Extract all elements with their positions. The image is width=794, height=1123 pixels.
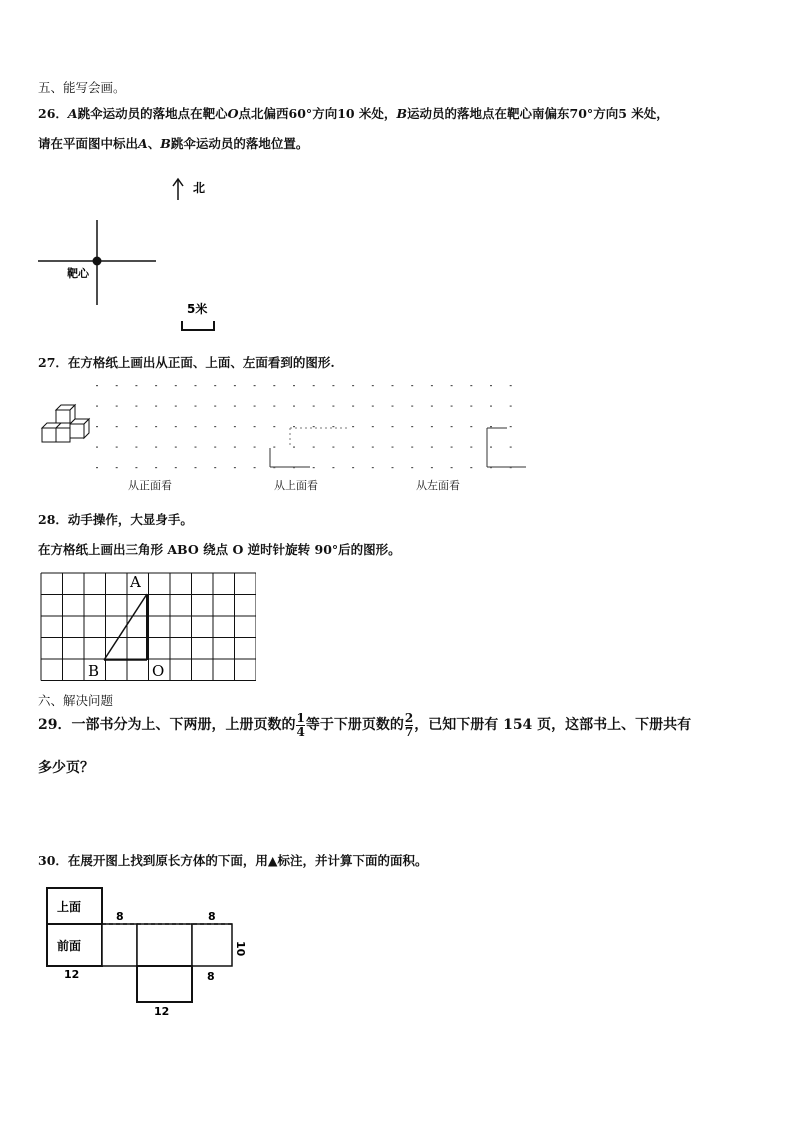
grid-dot <box>451 426 453 427</box>
grid-dot <box>372 447 374 448</box>
q26-line1 <box>38 106 669 121</box>
grid-dot <box>96 406 98 407</box>
q26-point-b-2: B <box>160 136 171 151</box>
q26-point-o: O <box>227 106 239 121</box>
grid-dot <box>451 467 453 468</box>
grid-dot <box>273 447 275 448</box>
dim-12-b: 12 <box>154 1005 170 1018</box>
grid-dot <box>116 426 118 427</box>
grid-dot <box>431 406 433 407</box>
front-face-label: 前面 <box>57 939 82 953</box>
q26-sep: 、 <box>147 136 161 151</box>
grid-dot <box>96 467 98 468</box>
q27-number: 27． <box>38 355 68 370</box>
grid-dot <box>470 385 472 386</box>
grid-dot <box>352 385 354 386</box>
grid-dot <box>273 467 275 468</box>
grid-dot <box>392 406 394 407</box>
grid-dot <box>293 426 295 427</box>
north-label: 北 <box>193 181 206 195</box>
grid-dot <box>155 447 157 448</box>
grid-dot <box>332 447 334 448</box>
q26-line2-text-b: 跳伞运动员的落地位置。 <box>170 136 309 151</box>
grid-dot <box>313 447 315 448</box>
q28-line <box>38 512 193 527</box>
q29-number: 29． <box>38 717 72 734</box>
q29-fraction-1 <box>296 712 304 738</box>
grid-dot <box>332 406 334 407</box>
grid-dot <box>254 406 256 407</box>
q30-line <box>38 853 428 868</box>
grid-dot <box>490 406 492 407</box>
dim-8-b: 8 <box>208 910 216 923</box>
grid-dot <box>392 467 394 468</box>
grid-dot <box>254 426 256 427</box>
grid-dot <box>470 406 472 407</box>
q29-line2: 多少页？ <box>38 760 94 776</box>
grid-dot <box>96 447 98 448</box>
q29-frac2-numerator: 2 <box>404 711 414 725</box>
q26-point-a-2: A <box>138 136 148 151</box>
q30-text: 在展开图上找到原长方体的下面，用▲标注，并计算下面的面积。 <box>67 853 428 868</box>
grid-dot <box>175 406 177 407</box>
grid-dot <box>313 406 315 407</box>
grid-dot <box>451 447 453 448</box>
grid-dot <box>293 385 295 386</box>
point-b-label: B <box>88 662 100 680</box>
grid-dot <box>273 426 275 427</box>
grid-dot <box>392 426 394 427</box>
grid-dot <box>352 406 354 407</box>
grid-dot <box>175 447 177 448</box>
grid-dot <box>155 406 157 407</box>
q30-number: 30． <box>38 853 68 868</box>
grid-dot <box>195 467 197 468</box>
grid-dot <box>293 467 295 468</box>
grid-dot <box>431 426 433 427</box>
grid-dot <box>313 467 315 468</box>
dim-12-a: 12 <box>64 968 80 981</box>
q29-frac2-denominator: 7 <box>404 724 414 739</box>
grid-dot <box>254 467 256 468</box>
grid-dot <box>195 385 197 386</box>
grid-dot <box>372 385 374 386</box>
q26-line2-text-a: 请在平面图中标出 <box>38 136 139 151</box>
grid-dot <box>234 385 236 386</box>
grid-dot <box>451 385 453 386</box>
grid-dot <box>490 385 492 386</box>
q27-label-top: 从上面看 <box>274 479 318 492</box>
grid-dot <box>332 385 334 386</box>
grid-dot <box>135 467 137 468</box>
section-six-title: 六、解决问题 <box>38 693 114 708</box>
dim-8-c: 8 <box>207 970 215 983</box>
dim-8-a: 8 <box>116 910 124 923</box>
grid-dot <box>510 426 512 427</box>
grid-dot <box>352 467 354 468</box>
grid-dot <box>490 426 492 427</box>
grid-dot <box>411 406 413 407</box>
grid-dot <box>372 426 374 427</box>
grid-dot <box>293 447 295 448</box>
grid-dot <box>293 406 295 407</box>
q28-text: 动手操作，大显身手。 <box>67 512 193 527</box>
scale-label: 5米 <box>187 302 208 316</box>
grid-dot <box>352 426 354 427</box>
q27-label-front: 从正面看 <box>128 479 172 492</box>
grid-dot <box>372 406 374 407</box>
grid-dot <box>470 467 472 468</box>
grid-dot <box>332 467 334 468</box>
q29-line1 <box>38 712 691 738</box>
grid-dot <box>155 426 157 427</box>
grid-dot <box>313 385 315 386</box>
q26-point-a: A <box>67 106 78 121</box>
q26-text-1: 跳伞运动员的落地点在靶心 <box>77 106 228 121</box>
q26-text-5: 方向5 米处， <box>593 106 669 121</box>
grid-dot <box>234 426 236 427</box>
grid-dot <box>116 406 118 407</box>
q29-text-2: 等于下册页数的 <box>305 717 404 734</box>
grid-dot <box>175 385 177 386</box>
grid-dot <box>214 385 216 386</box>
q26-line2 <box>38 136 308 151</box>
grid-dot <box>234 406 236 407</box>
grid-dot <box>411 426 413 427</box>
grid-dot <box>411 467 413 468</box>
q29-fraction-2 <box>405 712 413 738</box>
grid-dot <box>155 467 157 468</box>
q29-frac1-numerator: 1 <box>296 711 305 725</box>
grid-dot <box>96 426 98 427</box>
q27-cubes-figure <box>38 402 98 444</box>
grid-dot <box>352 447 354 448</box>
grid-dot <box>155 385 157 386</box>
grid-dot <box>470 447 472 448</box>
grid-dot <box>175 467 177 468</box>
grid-dot <box>254 447 256 448</box>
point-a-label: A <box>130 573 141 591</box>
grid-dot <box>451 406 453 407</box>
q28-number: 28． <box>38 512 68 527</box>
grid-dot <box>135 406 137 407</box>
grid-dot <box>273 385 275 386</box>
grid-dot <box>392 447 394 448</box>
q26-angle-1: 60° <box>288 106 313 121</box>
q26-point-b: B <box>396 106 408 121</box>
grid-dot <box>510 467 512 468</box>
grid-dot <box>470 426 472 427</box>
grid-dot <box>411 447 413 448</box>
grid-dot <box>234 467 236 468</box>
q28-sub: 在方格纸上画出三角形 ABO 绕点 O 逆时针旋转 90°后的图形。 <box>38 542 401 557</box>
grid-dot <box>214 406 216 407</box>
grid-dot <box>490 467 492 468</box>
grid-dot <box>490 447 492 448</box>
grid-dot <box>214 467 216 468</box>
grid-dot <box>135 385 137 386</box>
q27-text: 在方格纸上画出从正面、上面、左面看到的图形. <box>67 355 335 370</box>
grid-dot <box>273 406 275 407</box>
grid-dot <box>116 447 118 448</box>
q29-text-3: ，已知下册有 154 页，这部书上、下册共有 <box>414 717 692 734</box>
grid-dot <box>135 426 137 427</box>
grid-dot <box>116 467 118 468</box>
dim-10: 10 <box>234 941 247 957</box>
target-center-dot <box>93 257 102 266</box>
q29-text-1: 一部书分为上、下两册，上册页数的 <box>71 717 296 734</box>
grid-dot <box>332 426 334 427</box>
q26-text-2: 点北偏西 <box>238 106 289 121</box>
target-label: 靶心 <box>67 267 89 280</box>
q29-frac1-denominator: 4 <box>296 724 305 739</box>
grid-dot <box>372 467 374 468</box>
point-o-label: O <box>152 662 165 680</box>
grid-dot <box>411 385 413 386</box>
q26-text-4: 运动员的落地点在靶心南偏东 <box>407 106 570 121</box>
grid-dot <box>510 406 512 407</box>
q26-number: 26． <box>38 106 68 121</box>
grid-dot <box>510 385 512 386</box>
q27-line <box>38 355 335 370</box>
net-bottom-face <box>137 966 192 1002</box>
q26-angle-2: 70° <box>569 106 594 121</box>
grid-dot <box>116 385 118 386</box>
q27-dotted-grid <box>92 378 532 478</box>
grid-dot <box>392 385 394 386</box>
scale-bar <box>182 321 214 330</box>
grid-dot <box>195 426 197 427</box>
grid-dot <box>431 385 433 386</box>
q26-text-3: 方向10 米处， <box>312 106 397 121</box>
triangle-edge-ab <box>104 594 147 660</box>
q26-target-diagram <box>30 170 230 345</box>
grid-dot <box>195 447 197 448</box>
top-face-label: 上面 <box>57 900 82 914</box>
grid-dot <box>135 447 137 448</box>
grid-dot <box>234 447 236 448</box>
grid-dot <box>313 426 315 427</box>
grid-dot <box>195 406 197 407</box>
q30-net-diagram <box>40 884 265 1019</box>
grid-dot <box>431 447 433 448</box>
q28-grid <box>40 572 256 684</box>
grid-dot <box>214 447 216 448</box>
grid-dot <box>96 385 98 386</box>
grid-dot <box>254 385 256 386</box>
q27-label-left: 从左面看 <box>416 479 460 492</box>
grid-dot <box>175 426 177 427</box>
grid-dot <box>510 447 512 448</box>
grid-dot <box>214 426 216 427</box>
grid-dot <box>431 467 433 468</box>
section-five-title: 五、能写会画。 <box>38 80 126 95</box>
